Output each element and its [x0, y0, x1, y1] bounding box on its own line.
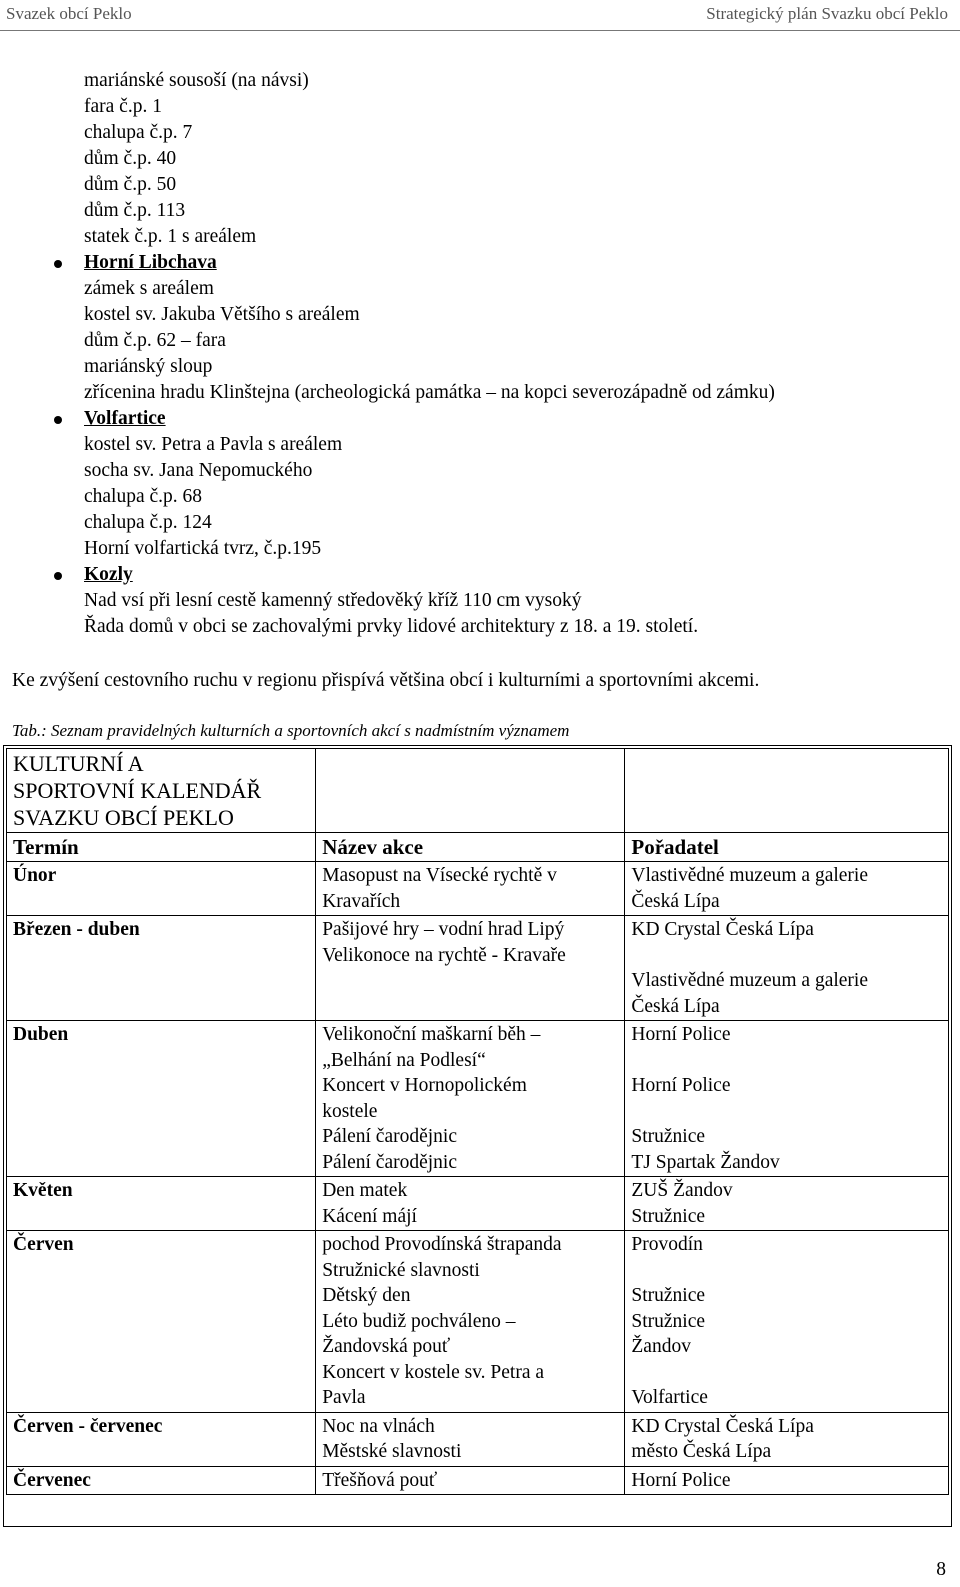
event-line: Pálení čarodějnic	[322, 1126, 458, 1147]
page-number: 8	[936, 1559, 946, 1580]
event-line: Kravařích	[322, 890, 401, 912]
event-line: Masopust na Vísecké rychtě v	[322, 865, 557, 886]
table-row	[7, 1021, 949, 1177]
cell-organizers	[625, 1466, 949, 1495]
organizer-line: Horní Police	[631, 1075, 731, 1096]
table-caption: Tab.: Seznam pravidelných kulturních a sportovních akcí s nadmístním významem	[12, 721, 570, 740]
organizer-line: Horní Police	[631, 1024, 731, 1045]
organizer-line	[631, 1099, 942, 1125]
cell-events	[316, 1466, 625, 1495]
header-right: Strategický plán Svazku obcí Peklo	[706, 4, 948, 23]
cell-month: Červenec	[7, 1466, 316, 1495]
organizer-line: TJ Spartak Žandov	[631, 1151, 780, 1173]
column-header-nazev: Název akce	[316, 833, 625, 862]
list-item: chalupa č.p. 68	[84, 486, 203, 507]
table-heading-row	[7, 749, 949, 833]
header-left: Svazek obcí Peklo	[6, 4, 132, 23]
list-item: fara č.p. 1	[84, 96, 162, 117]
event-line: Pálení čarodějnic	[322, 1151, 458, 1173]
table-heading-line: KULTURNÍ A	[13, 751, 144, 776]
cell-events	[316, 916, 625, 1021]
list-item: Řada domů v obci se zachovalými prvky lidové architektury z 18. a 19. století.	[84, 616, 699, 637]
cell-events	[316, 1412, 625, 1466]
organizer-line: KD Crystal Česká Lípa	[631, 1415, 814, 1437]
event-line: Koncert v Hornopolickém	[322, 1075, 527, 1096]
cell-month: Červen	[7, 1231, 316, 1413]
list-item: statek č.p. 1 s areálem	[84, 226, 257, 247]
organizer-line: Stružnice	[631, 1310, 706, 1332]
organizer-line	[631, 1258, 942, 1284]
list-item: socha sv. Jana Nepomuckého	[84, 460, 313, 481]
list-item: Nad vsí při lesní cestě kamenný středověký kříž 110 cm vysoký	[84, 590, 582, 611]
list-heading-item: Kozly	[48, 562, 954, 588]
list-item: chalupa č.p. 124	[84, 512, 212, 533]
cell-events	[316, 1177, 625, 1231]
cell-organizers	[625, 1412, 949, 1466]
table-row	[7, 1412, 949, 1466]
event-line: Třešňová pouť	[322, 1469, 438, 1491]
header-divider	[0, 30, 960, 31]
list-item: dům č.p. 50	[84, 174, 177, 195]
event-line: Městské slavnosti	[322, 1441, 462, 1462]
cell-month: Duben	[7, 1021, 316, 1177]
organizer-line	[631, 1360, 942, 1386]
cell-events	[316, 1231, 625, 1413]
tourism-paragraph: Ke zvýšení cestovního ruchu v regionu přispívá většina obcí i kulturními a sportovními akcemi.	[12, 670, 760, 691]
cell-events	[316, 1021, 625, 1177]
event-line: Žandovská pouť	[322, 1336, 451, 1357]
event-line: „Belhání na Podlesí“	[322, 1049, 486, 1071]
organizer-line: Vlastivědné muzeum a galerie	[631, 970, 868, 991]
list-item: mariánské sousoší (na návsi)	[84, 70, 309, 91]
cell-month: Březen - duben	[7, 916, 316, 1021]
events-table	[6, 748, 949, 1495]
list-item: zřícenina hradu Klinštejna (archeologická památka – na kopci severozápadně od zámku)	[84, 382, 775, 403]
organizer-line: Volfartice	[631, 1387, 708, 1408]
event-line: Stružnické slavnosti	[322, 1259, 480, 1281]
list-item: dům č.p. 40	[84, 148, 177, 169]
event-line: Den matek	[322, 1180, 408, 1201]
list-heading-item: Horní Libchava	[48, 250, 954, 276]
organizer-line: ZUŠ Žandov	[631, 1180, 733, 1201]
table-heading-line: SVAZKU OBCÍ PEKLO	[13, 805, 234, 830]
organizer-line	[631, 943, 942, 969]
event-line: Dětský den	[322, 1285, 411, 1306]
event-line: Pavla	[322, 1387, 366, 1408]
monument-list	[84, 68, 954, 640]
list-item: mariánský sloup	[84, 356, 213, 377]
column-header-termin: Termín	[7, 833, 316, 862]
cell-events	[316, 862, 625, 916]
organizer-line: Česká Lípa	[631, 890, 720, 912]
organizer-line	[631, 1048, 942, 1074]
cell-month: Únor	[7, 862, 316, 916]
list-item: dům č.p. 113	[84, 200, 186, 221]
list-item: Horní volfartická tvrz, č.p.195	[84, 538, 322, 559]
event-line: Pašijové hry – vodní hrad Lipý	[322, 919, 565, 940]
table-heading-cell	[7, 749, 316, 833]
cell-organizers	[625, 916, 949, 1021]
event-line: Velikonoce na rychtě - Kravaře	[322, 944, 566, 966]
organizer-line: Stružnice	[631, 1285, 706, 1306]
cell-organizers	[625, 1231, 949, 1413]
organizer-line: Žandov	[631, 1336, 691, 1357]
cell-month: Červen - červenec	[7, 1412, 316, 1466]
table-column-header-row	[7, 833, 949, 862]
list-item: kostel sv. Jakuba Většího s areálem	[84, 304, 360, 325]
organizer-line: Stružnice	[631, 1126, 706, 1147]
column-header-poradatel: Pořadatel	[625, 833, 949, 862]
event-line: Koncert v kostele sv. Petra a	[322, 1361, 545, 1383]
cell-month: Květen	[7, 1177, 316, 1231]
organizer-line: KD Crystal Česká Lípa	[631, 919, 814, 940]
organizer-line: Provodín	[631, 1234, 703, 1255]
organizer-line: Česká Lípa	[631, 995, 720, 1017]
table-heading-empty	[316, 749, 625, 833]
organizer-line: Vlastivědné muzeum a galerie	[631, 865, 868, 886]
organizer-line: město Česká Lípa	[631, 1441, 772, 1462]
table-row	[7, 1177, 949, 1231]
cell-organizers	[625, 862, 949, 916]
event-line: Velikonoční maškarní běh –	[322, 1024, 541, 1045]
event-line: pochod Provodínská štrapanda	[322, 1234, 562, 1255]
organizer-line: Stružnice	[631, 1205, 706, 1227]
list-heading-item: Volfartice	[48, 406, 954, 432]
list-item: chalupa č.p. 7	[84, 122, 193, 143]
list-item: zámek s areálem	[84, 278, 214, 299]
table-row	[7, 862, 949, 916]
event-line: Léto budiž pochváleno –	[322, 1310, 516, 1332]
events-table-frame	[3, 745, 952, 1527]
event-line: kostele	[322, 1100, 378, 1122]
table-row	[7, 1466, 949, 1495]
table-row	[7, 1231, 949, 1413]
list-item: dům č.p. 62 – fara	[84, 330, 226, 351]
cell-organizers	[625, 1021, 949, 1177]
event-line: Noc na vlnách	[322, 1415, 435, 1437]
table-heading-empty	[625, 749, 949, 833]
cell-organizers	[625, 1177, 949, 1231]
organizer-line: Horní Police	[631, 1469, 731, 1491]
table-row	[7, 916, 949, 1021]
table-heading-line: SPORTOVNÍ KALENDÁŘ	[13, 778, 262, 803]
list-item: kostel sv. Petra a Pavla s areálem	[84, 434, 343, 455]
event-line: Kácení májí	[322, 1205, 417, 1227]
